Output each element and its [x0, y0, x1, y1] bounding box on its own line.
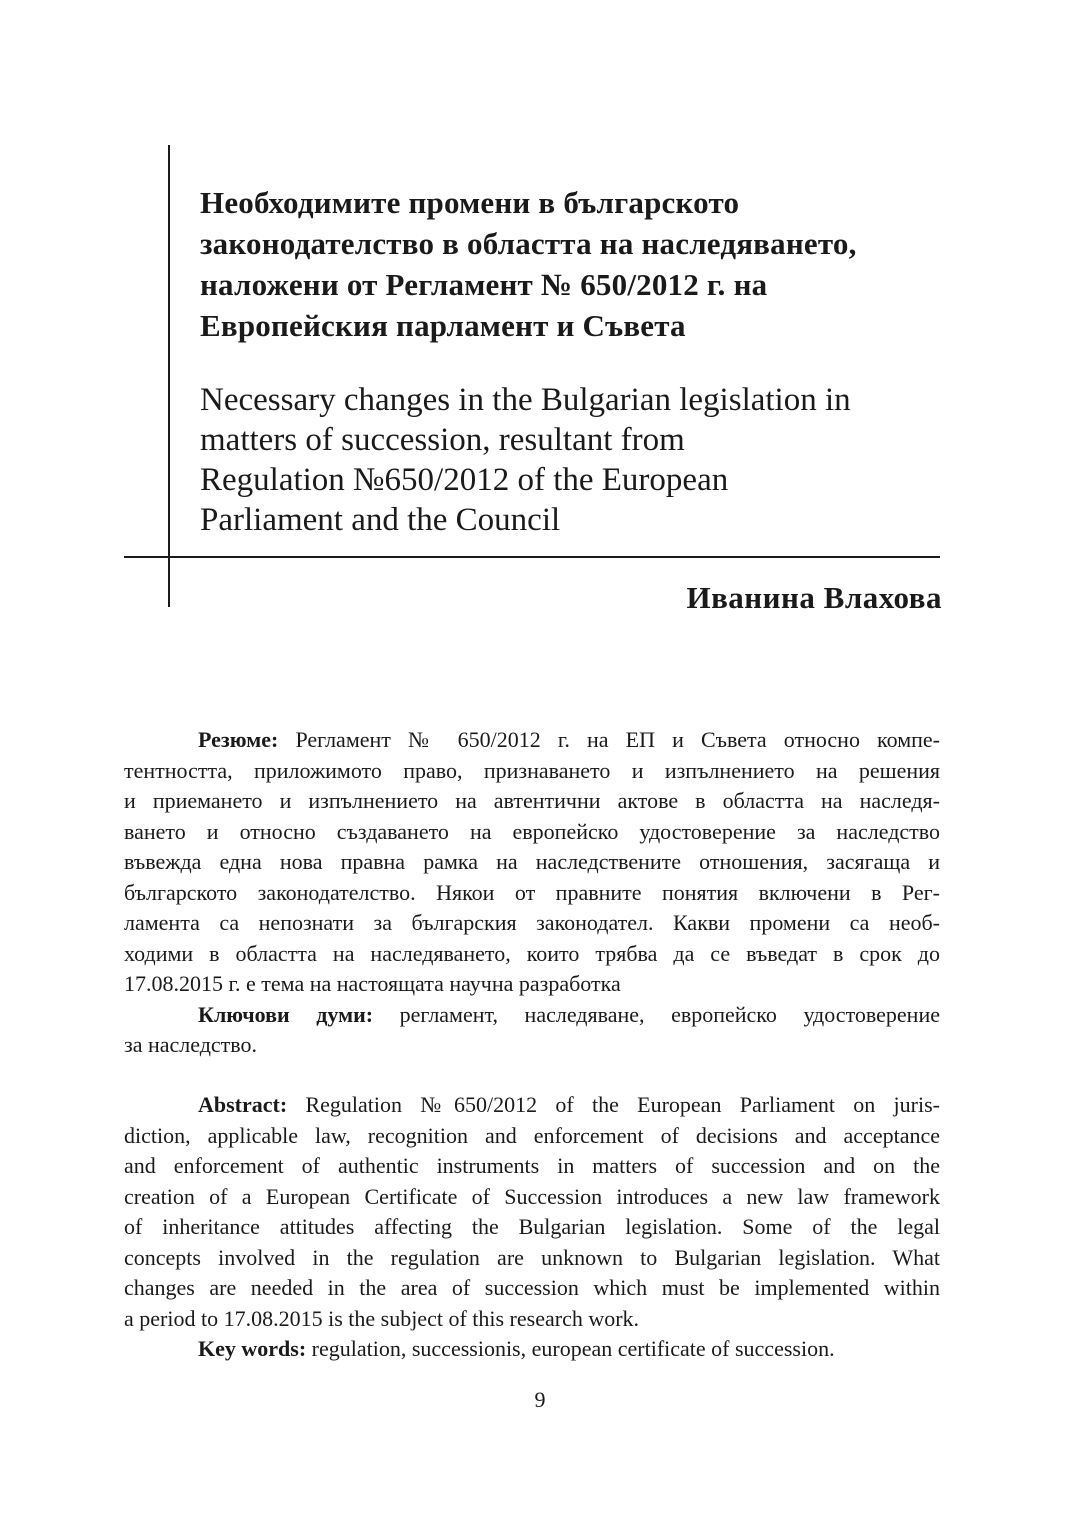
abstract-english: [124, 1090, 940, 1365]
summary-line: 17.08.2015 г. е тема на настоящата научна разработка: [124, 971, 621, 996]
keywords-line: Key words: regulation, successionis, european certificate of succession.: [198, 1336, 835, 1361]
abstract-line: concepts involved in the regulation are unknown to Bulgarian legislation. What: [124, 1244, 940, 1270]
vertical-rule: [168, 145, 170, 607]
keywords-english: [124, 1334, 940, 1365]
keywords-label: Key words:: [198, 1336, 307, 1361]
title-bg-line: Европейския парламент и Съвета: [200, 308, 686, 343]
keywords-label: Ключови думи:: [198, 1001, 374, 1027]
summary-line: ламента са непознати за българския законодател. Какви промени са необ-: [124, 910, 940, 935]
title-bg-line: Необходимите промени в българското: [200, 185, 740, 220]
title-en-line: Regulation №650/2012 of the European: [200, 462, 729, 498]
summary-label: Резюме:: [198, 727, 279, 752]
summary-line: ването и относно създаването на европейско удостоверение за наследство: [124, 818, 940, 844]
page-number: 9: [534, 1387, 546, 1412]
summary-line: българското законодателство. Някои от правните понятия включени в Рег-: [124, 879, 940, 905]
abstract-line: changes are needed in the area of succession which must be implemented within: [124, 1275, 940, 1300]
summary-line: Резюме: Регламент № 650/2012 г. на ЕП и Съвета относно компе-: [198, 727, 940, 752]
keywords-line: за наследство.: [124, 1032, 258, 1057]
title-bg-line: законодателство в областта на наследяването,: [200, 226, 857, 261]
keywords-bulgarian: [124, 1000, 940, 1061]
summary-bulgarian: [124, 725, 940, 1061]
abstract-line: and enforcement of authentic instruments in matters of succession and on the: [124, 1153, 940, 1178]
abstract-line: diction, applicable law, recognition and enforcement of decisions and acceptance: [124, 1122, 940, 1148]
author-name: Иванина Влахова: [686, 580, 942, 615]
title-en-line: matters of succession, resultant from: [200, 422, 685, 458]
title-bg-line: наложени от Регламент № 650/2012 г. на: [200, 267, 768, 302]
summary-line: въвежда една нова правна рамка на наследствените отношения, засягаща и: [124, 849, 940, 874]
title-english: [200, 380, 945, 540]
summary-line: и приемането и изпълнението на автентични актове в областта на наследя-: [124, 788, 940, 813]
title-en-line: Parliament and the Council: [200, 502, 561, 538]
abstract-line: of inheritance attitudes affecting the Bulgarian legislation. Some of the legal: [124, 1214, 940, 1239]
abstract-line: creation of a European Certificate of Succession introduces a new law framework: [124, 1183, 940, 1209]
keywords-line: Ключови думи: регламент, наследяване, европейско удостоверение: [198, 1001, 940, 1027]
abstract-line: Abstract: Regulation №650/2012 of the European Parliament on juris-: [198, 1092, 940, 1117]
summary-line: тентността, приложимото право, признаването и изпълнението на решения: [124, 757, 940, 783]
horizontal-rule: [124, 556, 940, 558]
summary-line: ходими в областта на наследяването, които трябва да се въведат в срок до: [124, 940, 940, 966]
abstract-line: a period to 17.08.2015 is the subject of this research work.: [124, 1305, 640, 1331]
abstract-label: Abstract:: [198, 1092, 288, 1117]
title-bulgarian: [200, 182, 945, 346]
title-en-line: Necessary changes in the Bulgarian legislation in: [200, 382, 851, 418]
